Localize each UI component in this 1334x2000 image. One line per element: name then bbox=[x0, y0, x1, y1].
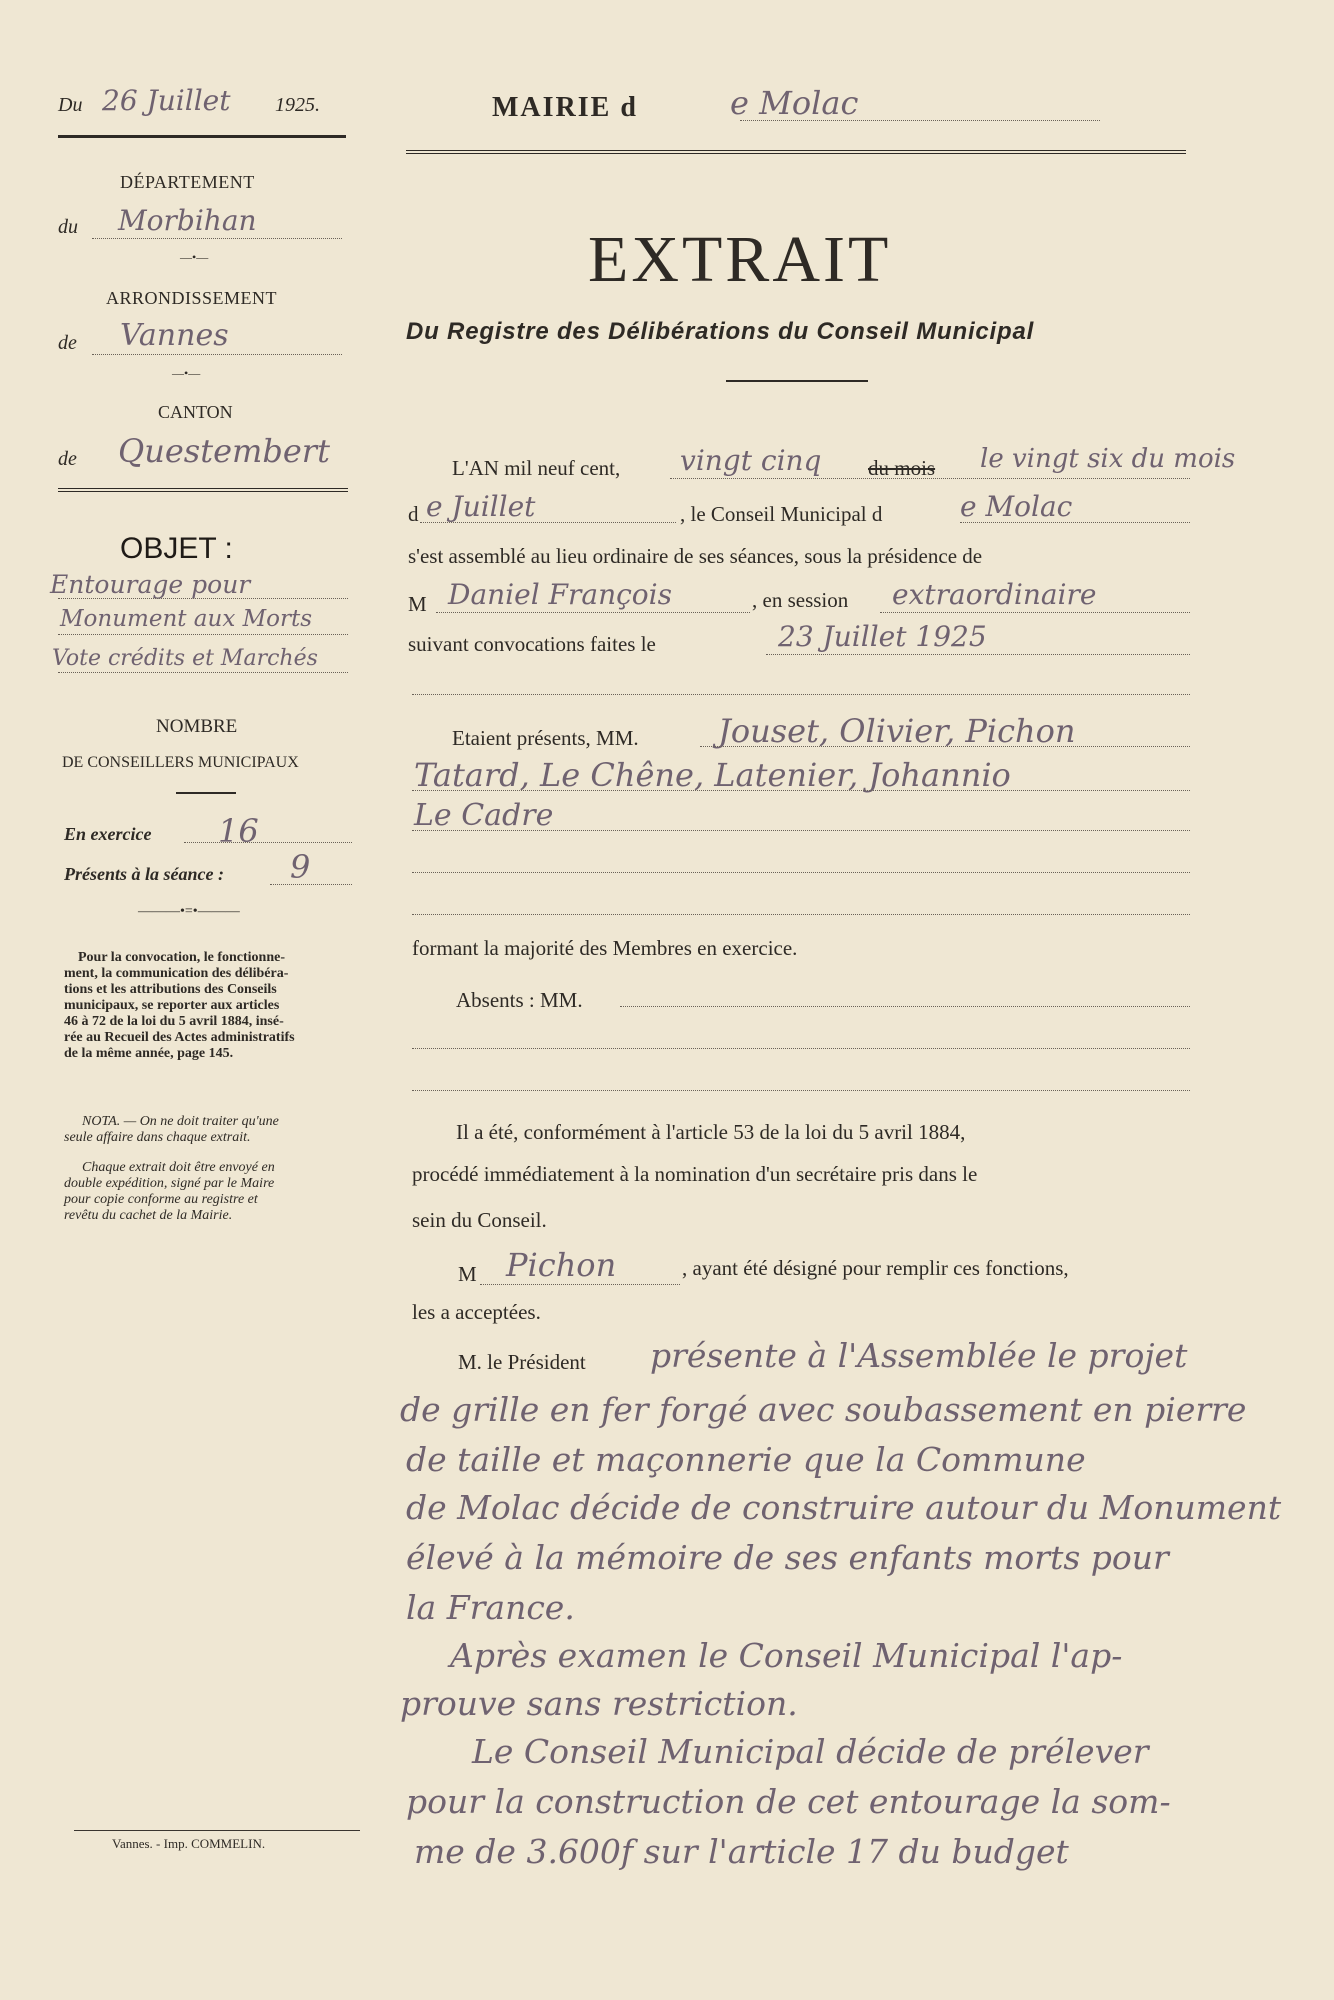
presents-line-2 bbox=[412, 790, 1190, 791]
body-line-3: de taille et maçonnerie que la Commune bbox=[406, 1440, 1086, 1479]
body-line-6: la France. bbox=[406, 1588, 575, 1627]
objet-line-3: Vote crédits et Marchés bbox=[52, 646, 318, 671]
body-line-8: prouve sans restriction. bbox=[400, 1684, 798, 1723]
nota-3: Chaque extrait doit être envoyé en bbox=[82, 1160, 275, 1175]
departement-prefix: du bbox=[58, 216, 78, 238]
body-line-9: Le Conseil Municipal décide de prélever bbox=[472, 1732, 1149, 1771]
secretaire-m: M bbox=[458, 1262, 477, 1286]
presents-line-1 bbox=[700, 746, 1190, 747]
subtitle-rule bbox=[726, 380, 868, 382]
presents-value: 9 bbox=[290, 848, 311, 886]
mairie-line bbox=[740, 120, 1100, 121]
president-hand: Daniel François bbox=[448, 578, 672, 611]
objet-rule-2 bbox=[58, 634, 348, 635]
nota-6: revêtu du cachet de la Mairie. bbox=[64, 1208, 233, 1223]
date-year: 1925. bbox=[275, 94, 320, 116]
mairie-label: MAIRIE d bbox=[492, 92, 638, 123]
absents-line-1 bbox=[620, 1006, 1190, 1007]
presents-label: Présents à la séance : bbox=[64, 864, 224, 884]
divider-1: —•— bbox=[180, 250, 209, 264]
objet-line-1: Entourage pour bbox=[50, 570, 251, 599]
convocation-line bbox=[766, 654, 1190, 655]
an-hand: vingt cinq bbox=[680, 444, 822, 477]
an-line bbox=[670, 478, 1190, 479]
date-prefix: Du bbox=[58, 94, 83, 116]
presents-line bbox=[270, 884, 352, 885]
printer-rule bbox=[74, 1830, 360, 1831]
notice-6: rée au Recueil des Actes administratifs bbox=[64, 1030, 295, 1045]
article-line-1: Il a été, conformément à l'article 53 de la loi du 5 avril 1884, bbox=[456, 1120, 966, 1144]
session-line bbox=[880, 612, 1190, 613]
conseillers-rule bbox=[176, 792, 236, 794]
notice-3: tions et les attributions des Conseils bbox=[64, 982, 277, 997]
body-line-10: pour la construction de cet entourage la som- bbox=[406, 1782, 1171, 1821]
du-mois: du mois bbox=[868, 456, 936, 480]
divider-2: —•— bbox=[172, 366, 201, 380]
acceptees-text: les a acceptées. bbox=[412, 1300, 541, 1324]
en-exercice-value: 16 bbox=[218, 812, 259, 850]
nombre-label: NOMBRE bbox=[156, 716, 238, 737]
notice-1: Pour la convocation, le fonctionne- bbox=[78, 950, 286, 965]
president-label: M. le Président bbox=[458, 1350, 586, 1374]
notice-4: municipaux, se reporter aux articles bbox=[64, 998, 280, 1013]
page-subtitle: Du Registre des Délibérations du Conseil Municipal bbox=[406, 318, 1035, 345]
nota-5: pour copie conforme au registre et bbox=[64, 1192, 258, 1207]
presents-hand-1: Jouset, Olivier, Pichon bbox=[718, 712, 1076, 750]
en-exercice-line bbox=[184, 842, 352, 843]
page-title: EXTRAIT bbox=[588, 223, 892, 296]
de-line bbox=[420, 522, 676, 523]
canton-prefix: de bbox=[58, 448, 77, 470]
nota-1: NOTA. — On ne doit traiter qu'une bbox=[82, 1114, 279, 1129]
body-line-4: de Molac décide de construire autour du Monument bbox=[406, 1488, 1282, 1527]
session-hand: extraordinaire bbox=[892, 578, 1097, 611]
arrondissement-prefix: de bbox=[58, 332, 77, 354]
de-label: d bbox=[408, 502, 419, 526]
body-line-5: élevé à la mémoire de ses enfants morts pour bbox=[406, 1538, 1169, 1577]
en-exercice-label: En exercice bbox=[64, 824, 152, 844]
m-label: M bbox=[408, 592, 427, 616]
divider-3: ———•=•——— bbox=[138, 904, 240, 919]
convocation-label: suivant convocations faites le bbox=[408, 632, 656, 656]
blank-line-1 bbox=[412, 694, 1190, 695]
mairie-hand: e Molac bbox=[730, 84, 859, 122]
objet-label: OBJET : bbox=[120, 532, 233, 565]
date-underline bbox=[58, 135, 346, 138]
absents-line-3 bbox=[412, 1090, 1190, 1091]
objet-rule-3 bbox=[58, 672, 348, 673]
notice-7: de la même année, page 145. bbox=[64, 1046, 234, 1061]
departement-label: DÉPARTEMENT bbox=[120, 172, 255, 192]
secretaire-hand: Pichon bbox=[506, 1246, 617, 1284]
body-line-7: Après examen le Conseil Municipal l'ap- bbox=[450, 1636, 1123, 1675]
presents-hand-2: Tatard, Le Chêne, Latenier, Johannio bbox=[414, 756, 1011, 794]
conseil-line bbox=[960, 522, 1190, 523]
article-line-2: procédé immédiatement à la nomination d'un secrétaire pris dans le bbox=[412, 1162, 978, 1186]
conseillers-label: DE CONSEILLERS MUNICIPAUX bbox=[62, 754, 299, 771]
nota-4: double expédition, signé par le Maire bbox=[64, 1176, 275, 1191]
printer-credit: Vannes. - Imp. COMMELIN. bbox=[112, 1836, 266, 1851]
assemble-line: s'est assemblé au lieu ordinaire de ses séances, sous la présidence de bbox=[408, 544, 983, 568]
body-line-11: me de 3.600f sur l'article 17 du budget bbox=[414, 1832, 1069, 1871]
an-prefix: L'AN mil neuf cent, bbox=[452, 456, 621, 480]
arrondissement-label: ARRONDISSEMENT bbox=[106, 288, 278, 308]
canton-label: CANTON bbox=[158, 402, 233, 422]
conseil-label: , le Conseil Municipal d bbox=[680, 502, 883, 526]
secretaire-line bbox=[480, 1284, 680, 1285]
an-hand-2: le vingt six du mois bbox=[980, 444, 1236, 474]
notice-5: 46 à 72 de la loi du 5 avril 1884, insé- bbox=[64, 1014, 284, 1029]
absents-label: Absents : MM. bbox=[456, 988, 583, 1012]
body-line-1: présente à l'Assemblée le projet bbox=[650, 1336, 1188, 1375]
body-line-2: de grille en fer forgé avec soubassement en pierre bbox=[400, 1390, 1247, 1429]
presents-hand-3: Le Cadre bbox=[414, 798, 554, 833]
notice-2: ment, la communication des délibéra- bbox=[64, 966, 289, 981]
objet-line-2: Monument aux Morts bbox=[60, 606, 313, 632]
secretaire-text: , ayant été désigné pour remplir ces fonctions, bbox=[682, 1256, 1069, 1280]
objet-rule-1 bbox=[58, 598, 348, 599]
convocation-hand: 23 Juillet 1925 bbox=[778, 620, 987, 653]
conseil-hand: e Molac bbox=[960, 490, 1073, 523]
departement-hand: Morbihan bbox=[118, 204, 257, 237]
header-double-rule bbox=[406, 150, 1186, 154]
session-label: , en session bbox=[752, 588, 849, 612]
majorite-text: formant la majorité des Membres en exercice. bbox=[412, 936, 798, 960]
nota-2: seule affaire dans chaque extrait. bbox=[64, 1130, 251, 1145]
de-hand: e Juillet bbox=[426, 490, 536, 523]
absents-line-2 bbox=[412, 1048, 1190, 1049]
president-line bbox=[436, 612, 750, 613]
arrondissement-hand: Vannes bbox=[120, 318, 229, 353]
canton-double-rule bbox=[58, 488, 348, 492]
article-line-3: sein du Conseil. bbox=[412, 1208, 547, 1232]
departement-line bbox=[92, 238, 342, 239]
presents-mm-label: Etaient présents, MM. bbox=[452, 726, 639, 750]
presents-line-5 bbox=[412, 914, 1190, 915]
presents-line-3 bbox=[412, 830, 1190, 831]
arrondissement-line bbox=[92, 354, 342, 355]
date-hand: 26 Juillet bbox=[102, 84, 231, 117]
canton-hand: Questembert bbox=[118, 432, 330, 470]
presents-line-4 bbox=[412, 872, 1190, 873]
